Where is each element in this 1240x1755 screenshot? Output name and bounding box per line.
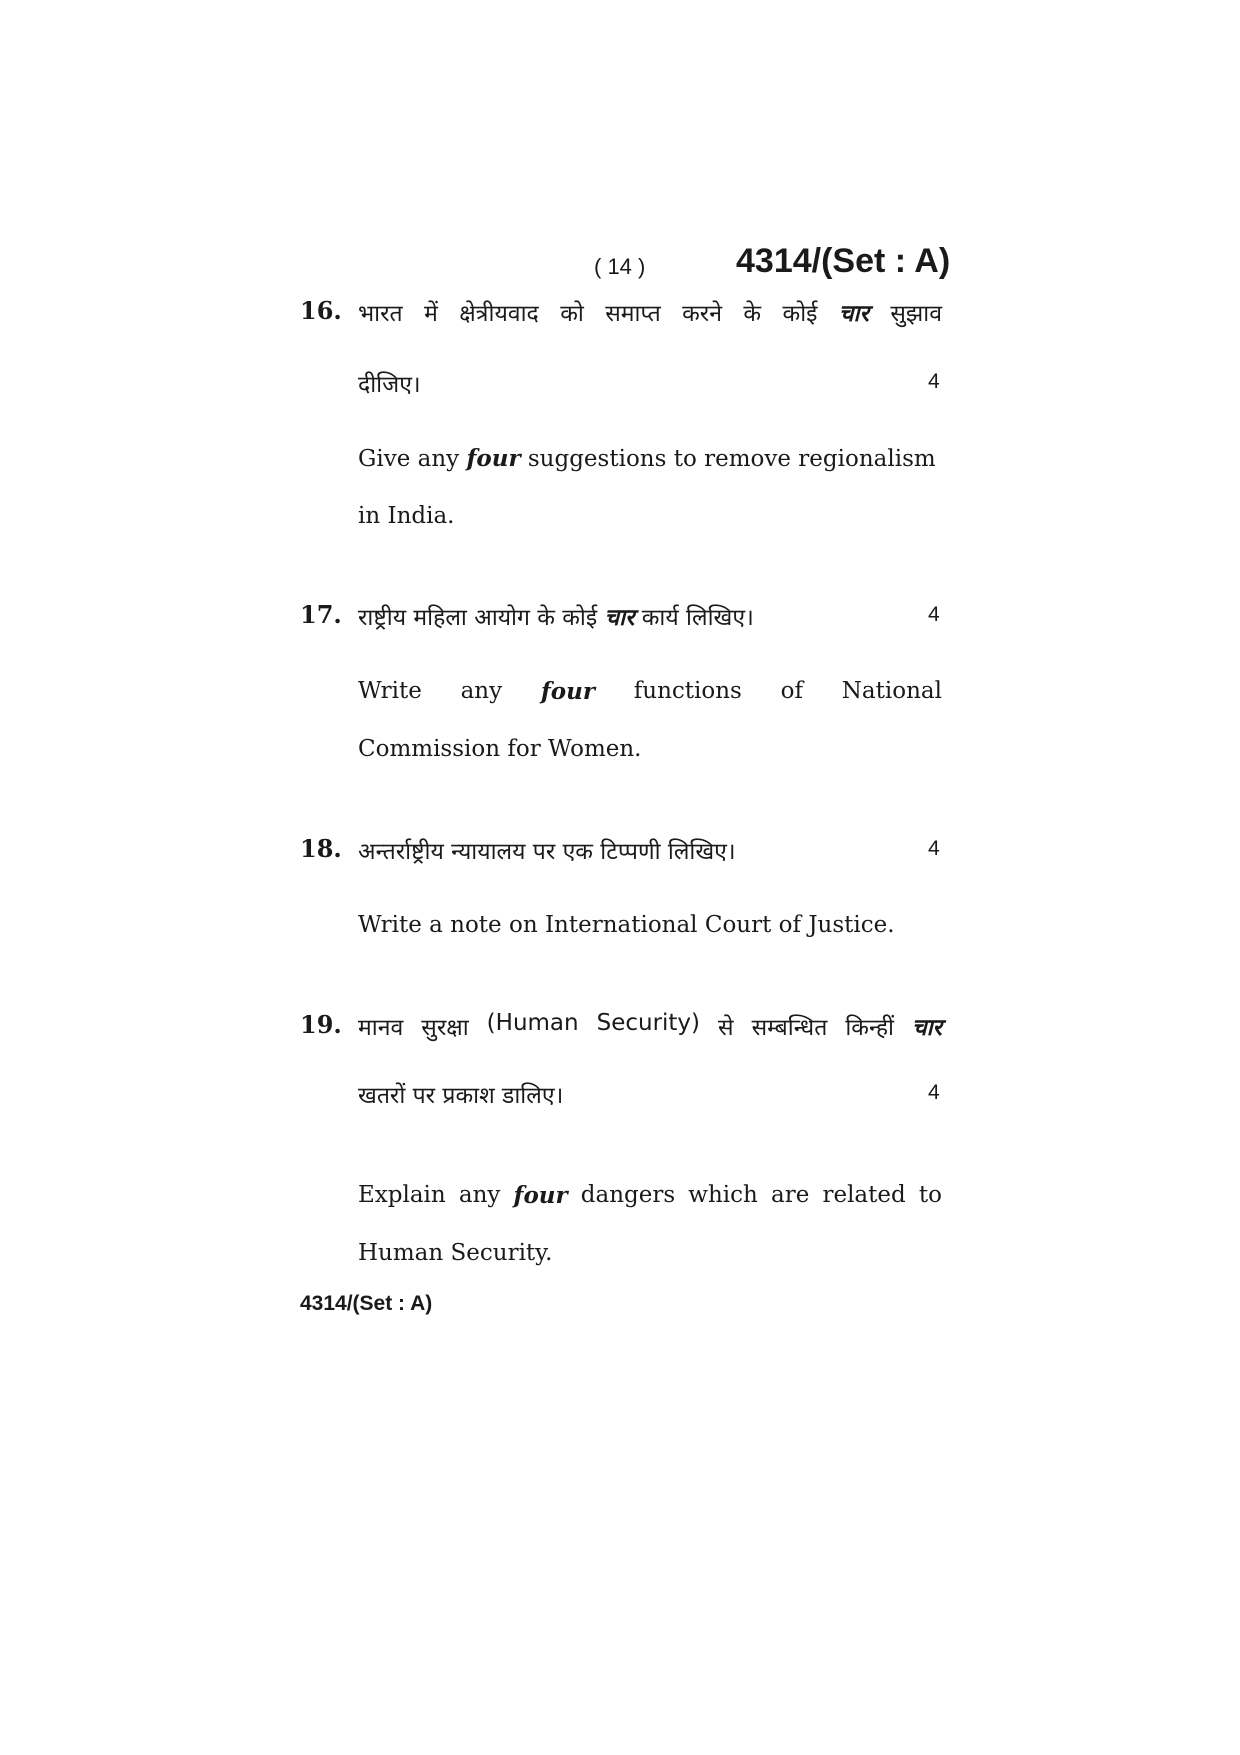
text: suggestions to remove regionalism [520,446,936,472]
word: सुझाव [890,301,942,327]
word: to [918,1182,942,1208]
word: related [822,1182,906,1208]
question-17-marks: 4 [928,603,940,626]
word: मानव [358,1015,404,1041]
question-19-hindi-line1 [358,1010,942,1042]
question-18-hindi-line1: अन्तर्राष्ट्रीय न्यायालय पर एक टिप्पणी लिखिए। [358,839,736,865]
question-17-hindi-line1 [358,600,754,632]
question-19-english-line1 [358,1182,942,1209]
text: राष्ट्रीय महिला आयोग के कोई [358,605,605,631]
word: समाप्त [605,301,661,327]
question-16-hindi-line2: दीजिए। [358,372,421,398]
word: के [743,301,762,327]
word: में [424,301,438,327]
word: क्षेत्रीयवाद [459,301,539,327]
question-19-english-line2: Human Security. [358,1240,553,1266]
word: से [718,1015,734,1041]
word: Write [358,678,422,704]
question-16-marks: 4 [928,370,940,393]
question-17-english-line2: Commission for Women. [358,736,642,762]
question-18-english-line1: Write a note on International Court of Justice. [358,912,895,938]
paper-code-footer: 4314/(Set : A) [300,1292,433,1315]
question-18-number: 18. [300,834,342,863]
paper-code-header: 4314/(Set : A) [736,242,951,280]
emphasis-word: चार [604,605,635,631]
word: किन्हीं [845,1015,894,1041]
question-18-marks: 4 [928,837,940,860]
text: Give any [358,446,467,472]
question-16-hindi-line1 [358,296,942,328]
emphasis-word: four [513,1182,568,1209]
word: (Human [486,1010,579,1036]
word: सम्बन्धित [751,1015,828,1041]
question-17-english-line1 [358,678,942,705]
word: सुरक्षा [421,1015,469,1041]
question-16-english-line1 [358,445,936,472]
question-16-english-line2: in India. [358,503,455,529]
emphasis-word: चार [838,301,869,327]
word: भारत [358,301,403,327]
word: National [841,678,942,704]
emphasis-word: four [540,678,595,705]
question-19-number: 19. [300,1010,342,1039]
emphasis-word: four [466,445,521,472]
question-16-number: 16. [300,296,342,325]
question-19-hindi-line2: खतरों पर प्रकाश डालिए। [358,1083,564,1109]
question-19-marks: 4 [928,1081,940,1104]
word: which [688,1182,758,1208]
page-number: ( 14 ) [594,254,646,279]
word: are [771,1182,810,1208]
word: कोई [782,301,818,327]
emphasis-word: चार [912,1015,942,1041]
word: को [560,301,584,327]
word: Security) [596,1010,701,1036]
word: of [780,678,804,704]
question-17-number: 17. [300,600,342,629]
word: करने [682,301,722,327]
word: Explain [358,1182,446,1208]
word: any [458,1182,501,1208]
word: dangers [580,1182,676,1208]
word: functions [633,678,742,704]
text: कार्य लिखिए। [634,605,754,631]
word: any [460,678,503,704]
